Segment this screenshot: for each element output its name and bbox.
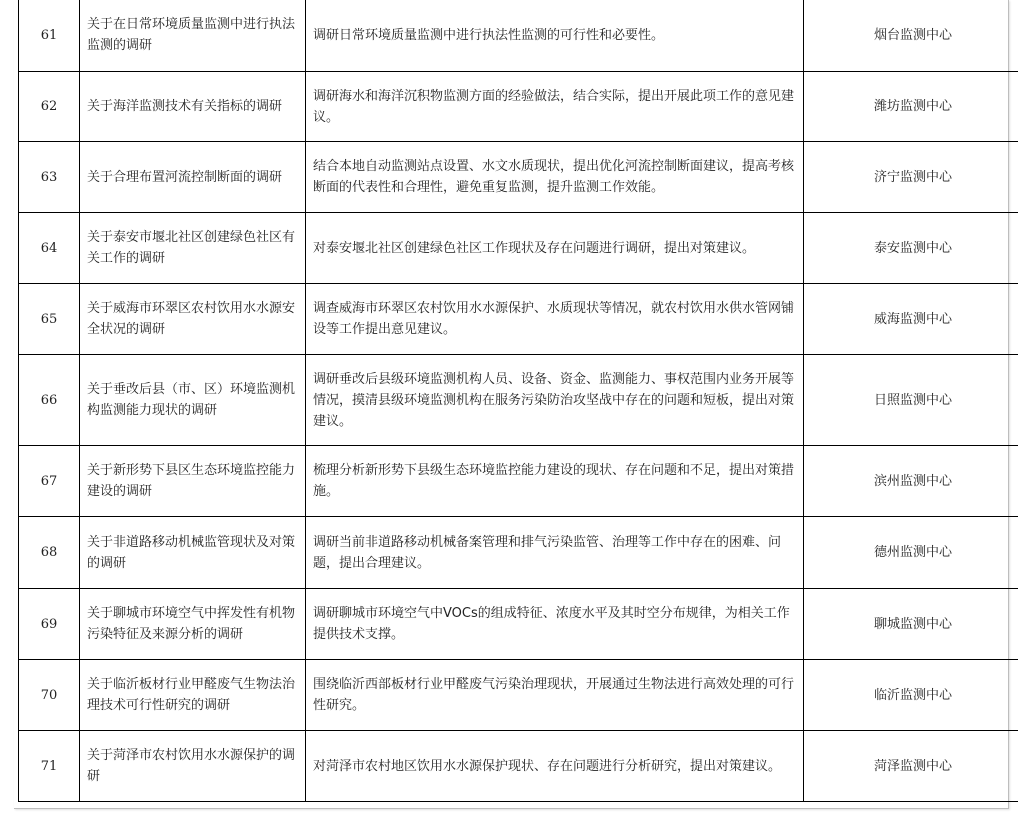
- table-row: [19, 213, 1018, 284]
- row-number: 67: [19, 446, 80, 517]
- row-number: 64: [19, 213, 80, 284]
- responsible-unit: 泰安监测中心: [804, 213, 1018, 284]
- project-title: 关于威海市环翠区农村饮用水水源安全状况的调研: [80, 284, 306, 355]
- project-content: 梳理分析新形势下县级生态环境监控能力建设的现状、存在问题和不足，提出对策措施。: [306, 446, 804, 517]
- row-number: 68: [19, 517, 80, 589]
- project-content: 调研垂改后县级环境监测机构人员、设备、资金、监测能力、事权范围内业务开展等情况，摸清县级环境监测机构在服务污染防治攻坚战中存在的问题和短板，提出对策建议。: [306, 355, 804, 446]
- project-content: 调研聊城市环境空气中VOCs的组成特征、浓度水平及其时空分布规律，为相关工作提供技术支撑。: [306, 589, 804, 660]
- responsible-unit: 济宁监测中心: [804, 142, 1018, 213]
- row-number: 70: [19, 660, 80, 731]
- row-number: 63: [19, 142, 80, 213]
- project-content: 围绕临沂西部板材行业甲醛废气污染治理现状，开展通过生物法进行高效处理的可行性研究。: [306, 660, 804, 731]
- project-content: 调研当前非道路移动机械备案管理和排气污染监管、治理等工作中存在的困难、问题，提出合理建议。: [306, 517, 804, 589]
- project-content: 结合本地自动监测站点设置、水文水质现状，提出优化河流控制断面建议，提高考核断面的代表性和合理性，避免重复监测，提升监测工作效能。: [306, 142, 804, 213]
- project-title: 关于海洋监测技术有关指标的调研: [80, 72, 306, 142]
- row-number: 69: [19, 589, 80, 660]
- project-title: 关于合理布置河流控制断面的调研: [80, 142, 306, 213]
- project-content: 调查威海市环翠区农村饮用水水源保护、水质现状等情况，就农村饮用水供水管网铺设等工作提出意见建议。: [306, 284, 804, 355]
- row-number: 61: [19, 0, 80, 72]
- project-content: 对泰安堰北社区创建绿色社区工作现状及存在问题进行调研，提出对策建议。: [306, 213, 804, 284]
- project-title: 关于新形势下县区生态环境监控能力建设的调研: [80, 446, 306, 517]
- project-title: 关于泰安市堰北社区创建绿色社区有关工作的调研: [80, 213, 306, 284]
- project-title: 关于菏泽市农村饮用水水源保护的调研: [80, 731, 306, 802]
- row-number: 66: [19, 355, 80, 446]
- project-content: 调研日常环境质量监测中进行执法性监测的可行性和必要性。: [306, 0, 804, 72]
- project-title: 关于在日常环境质量监测中进行执法监测的调研: [80, 0, 306, 72]
- table-row: [19, 517, 1018, 589]
- responsible-unit: 滨州监测中心: [804, 446, 1018, 517]
- responsible-unit: 日照监测中心: [804, 355, 1018, 446]
- project-content: 对菏泽市农村地区饮用水水源保护现状、存在问题进行分析研究，提出对策建议。: [306, 731, 804, 802]
- research-project-table: [18, 0, 1018, 802]
- project-title: 关于聊城市环境空气中挥发性有机物污染特征及来源分析的调研: [80, 589, 306, 660]
- responsible-unit: 威海监测中心: [804, 284, 1018, 355]
- table-row: [19, 731, 1018, 802]
- responsible-unit: 菏泽监测中心: [804, 731, 1018, 802]
- project-title: 关于临沂板材行业甲醛废气生物法治理技术可行性研究的调研: [80, 660, 306, 731]
- responsible-unit: 德州监测中心: [804, 517, 1018, 589]
- table-row: [19, 446, 1018, 517]
- table-row: [19, 0, 1018, 72]
- project-title: 关于垂改后县（市、区）环境监测机构监测能力现状的调研: [80, 355, 306, 446]
- row-number: 71: [19, 731, 80, 802]
- table-row: [19, 142, 1018, 213]
- responsible-unit: 烟台监测中心: [804, 0, 1018, 72]
- table-row: [19, 72, 1018, 142]
- responsible-unit: 临沂监测中心: [804, 660, 1018, 731]
- table-row: [19, 660, 1018, 731]
- project-content: 调研海水和海洋沉积物监测方面的经验做法，结合实际，提出开展此项工作的意见建议。: [306, 72, 804, 142]
- row-number: 65: [19, 284, 80, 355]
- table-row: [19, 284, 1018, 355]
- document-page: [14, 0, 1009, 809]
- row-number: 62: [19, 72, 80, 142]
- project-title: 关于非道路移动机械监管现状及对策的调研: [80, 517, 306, 589]
- responsible-unit: 聊城监测中心: [804, 589, 1018, 660]
- table-row: [19, 589, 1018, 660]
- responsible-unit: 潍坊监测中心: [804, 72, 1018, 142]
- table-row: [19, 355, 1018, 446]
